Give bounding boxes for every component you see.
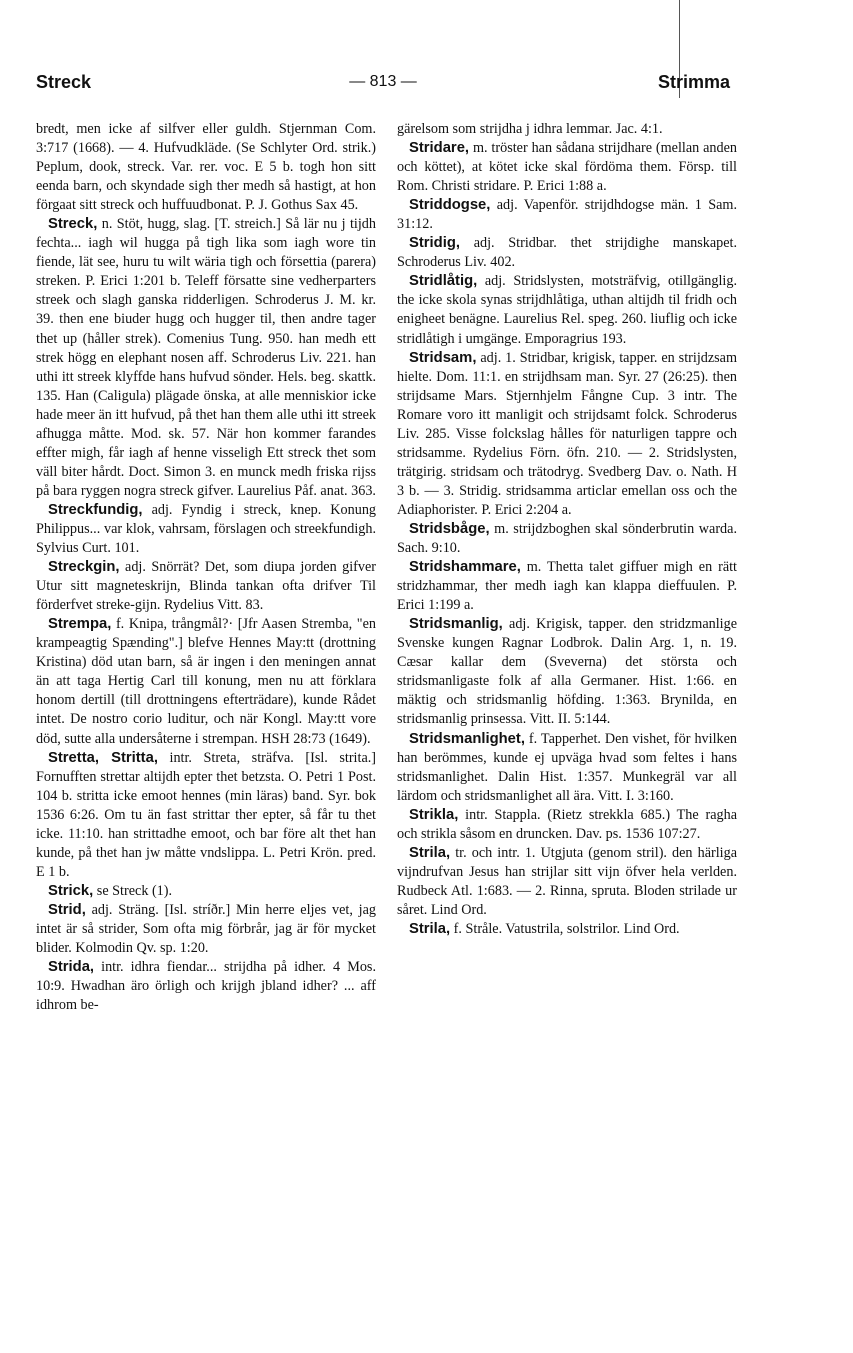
entry-text: intr. idhra fiendar... strijdha på idher. 4 Mos. 10:9. Hwadhan äro örligh och krijgh jbland idher? ... aff idhrom be- — [36, 959, 376, 1014]
entry-text: adj. Stridbar. thet strijdighe manskapet. Schroderus Liv. 402. — [397, 235, 737, 271]
entry-text: adj. Vapenför. strijdhdogse män. 1 Sam. 31:12. — [397, 197, 738, 233]
entry — [397, 806, 737, 844]
entry-text: f. Stråle. Vatustrila, solstrilor. Lind Ord. — [453, 920, 680, 937]
headword: Stridare, — [409, 140, 470, 157]
headword: Strid, — [48, 901, 86, 918]
entry-text: se Streck (1). — [96, 882, 173, 899]
entry — [397, 844, 737, 920]
entry-text: adj. Sträng. [Isl. stríðr.] Min herre eljes vet, jag intet är så strider, Som ofta mig förbrår, jag är för mycket blider. Kolmodin Qv. sp. 1:20. — [36, 901, 376, 957]
entry — [397, 272, 737, 348]
header-left-word: Streck — [36, 72, 92, 92]
headword: Stridig, — [409, 235, 460, 252]
entry-text: adj. 1. Stridbar, krigisk, tapper. en strijdzsam hielte. Dom. 11:1. en strijdhsam man. Syr. 27 (26:25). then strijdsame Mars. Stjernhjelm Fångne Cup. 3 intr. The Romare voro itt manligit och strijdsamt folck. Schroderus Liv. 285. Visse folckslag hålles för naturligen tappre och stridsamme. Rydelius Förn. öfn. 210. — 2. Stridslysten, trätgirig. stridsam och trätodryg. Svedberg Dav. o. Nath. H 3 b. — 3. Stridig. stridsamma articlar emellan oss och the Adiaphorister. P. Erici 2:204 a. — [397, 349, 738, 518]
entry-text: m. strijdzboghen skal sönderbrutin warda. Sach. 9:10. — [397, 520, 737, 557]
entry-continuation: gärelsom som strijdha j idhra lemmar. Jac. 4:1. — [397, 121, 663, 137]
entry — [36, 749, 376, 882]
entry-text: m. tröster han sådana strijdhare (mellan anden och köttet), at kötet icke skal fördöma them. Försp. till Rom. Christi stridare. P. Erici 1:88 a. — [397, 140, 738, 195]
header-right-word: Strimma — [657, 72, 730, 92]
headword: Streckfundig, — [48, 501, 143, 518]
entry-text: adj. Krigisk, tapper. den stridzmanlige Svenske kungen Ragnar Lodbrok. Dalin Arg. 1, n. 19. Cæsar kallar dem (Sveverna) det största och stridsmanligaste folk af alla Germaner. Hist. 1:66. en mäktig och stridsmanlig höfding. 1:363. Brynilda, en stridsmanlig prinsessa. Vitt. II. 5:144. — [397, 616, 738, 728]
headword: Striddogse, — [409, 197, 491, 214]
entry — [397, 920, 737, 939]
entry — [36, 558, 376, 615]
headword: Strila, — [409, 920, 451, 937]
entry-text: adj. Snörrät? Det, som diupa jorden gifver Utur sitt magneteskrijn, Blinda tankan ofta drifver Til förderfvet streke-gijn. Rydelius Vitt. 83. — [36, 559, 377, 614]
headword: Stridsmanlig, — [409, 616, 503, 633]
headword: Stridsbåge, — [409, 520, 490, 537]
entry — [397, 615, 737, 729]
entry — [36, 501, 376, 558]
entry — [397, 349, 737, 520]
headword: Stridsmanlighet, — [409, 730, 525, 747]
entry-text: m. Thetta talet giffuer migh en rätt stridzhammar, ther medh iagh kan klappa dieffuulen. P. Erici 1:199 a. — [397, 559, 738, 614]
entry — [397, 730, 737, 806]
entry — [397, 234, 737, 272]
headword: Strikla, — [409, 806, 459, 823]
entry — [397, 196, 737, 234]
entry-text: f. Knipa, trångmål?· [Jfr Aasen Stremba, "en krampeagtig Spænding".] blefve Hennes May:tt (drottning Kristina) död utan barn, så är ingen i den meningen annat än att taga Hertig Carl till konung, men nu att förklara honom dertill (till drottningens efterträdare), kunde Rådet intet. De nostro corio luditur, och när Kongl. May:tt vore död, sutte alla undersåterne i strempan. HSH 28:73 (1649). — [36, 616, 376, 747]
entry — [36, 615, 376, 748]
headword: Streck, — [48, 216, 98, 233]
headword: Stridlåtig, — [409, 273, 478, 290]
headword: Streckgin, — [48, 559, 120, 576]
entry-text: tr. och intr. 1. Utgjuta (genom stril). den härliga vijndrufvan Jesus han strijlar sitt vijn öfver hela verlden. Rudbeck Atl. 1:683. — 2. Rinna, spruta. Bloden strilade ur såret. Lind Ord. — [397, 844, 738, 918]
entry-text: adj. Fyndig i streck, knep. Konung Philippus... var klok, vahrsam, förslagen och streekfundigh. Sylvius Curt. 101. — [36, 501, 377, 557]
running-header — [36, 72, 730, 98]
right-column — [397, 120, 737, 939]
headword: Strick, — [48, 882, 94, 899]
entry-text: intr. Streta, sträfva. [Isl. strita.] Fornufften strettar altijdh epter thet betzsta. O. Petri 1 Post. 104 b. stritta icke emoot hennes (min läras) band. Syr. bok 1536 6:26. Om tu än fast strittar ther epter, så får tu thet icke. 11:10. han strittadhe emoot, och bar före alt thet han kunde, på thet han jw måtte vndslippa. L. Petri Krön. pred. E 1 b. — [36, 749, 377, 880]
headword: Strempa, — [48, 616, 112, 633]
entry — [397, 520, 737, 558]
headword: Stridshammare, — [409, 559, 521, 576]
headword: Stridsam, — [409, 349, 477, 366]
headword: Stretta, Stritta, — [48, 749, 158, 766]
page-number: — 813 — — [349, 73, 417, 90]
entry — [36, 958, 376, 1015]
entry — [36, 901, 376, 958]
entry — [397, 139, 737, 196]
entry — [397, 558, 737, 615]
entry — [36, 215, 376, 501]
entry-text: n. Stöt, hugg, slag. [T. streich.] Så lär nu j tijdh fechta... iagh wil hugga på tigh lika som iagh wore tin fiende, lät see, huru tu wilt wäria tigh och försettia (parera) streken. P. Erici 1:201 b. Teleff försatte sine vedherparters streek och slagh ganska ridderligen. Schroderus J. M. kr. 39. then ene biuder hugg och hugger til, then andre tager thet up (håller strek). Comenius Tung. 950. han medh ett strek högg en elephant nosen aff. Schroderus Liv. 221. han uthi itt streek klyffde hans hufvud sönder. Hels. beg. skattk. 135. Han (Caligula) plägade önska, at alle menniskior icke hade meer än itt hufvud, på thet han them alle uthi itt streek afhugga måtte. Mod. sk. 57. När hon kommer farandes effter migh, får iagh af henne visseligh Ett streck thet som väll biter hårdt. Doct. Simon 3. en munck medh friska rijss på bara ryggen nogra streck gifver. Laurelius Påf. anat. 363. — [36, 216, 376, 499]
left-column — [36, 120, 376, 1015]
headword: Strila, — [409, 844, 451, 861]
entry-text: intr. Stappla. (Rietz strekkla 685.) The ragha och strikla såsom en druncken. Dav. ps. 1536 107:27. — [397, 806, 737, 842]
headword: Strida, — [48, 959, 95, 976]
entry — [36, 882, 376, 901]
entry-continuation: bredt, men icke af silfver eller guldh. Stjernman Com. 3:717 (1668). — 4. Hufvudkläde. (Se Schlyter Ord. strik.) Peplum, dook, streck. Var. rer. voc. E 5 b. togh hon sitt eenda barn, och skyndade sigh ther medh så hastigt, at hon förgaat sitt streck och huffuudbonat. P. J. Gothus Sax 45. — [36, 121, 376, 214]
entry-text: adj. Stridslysten, motsträfvig, otillgänglig. the icke skola synas strijdhlåtiga, uthan altijdh til fridh och enigheet benägne. Laurelius Rel. speg. 260. liuflig och icke stridlåtigh i umgänge. Emporagrius 193. — [397, 273, 737, 347]
entry-text: f. Tapperhet. Den vishet, för hvilken han berömmes, kunde ej upväga hvad som feltes i hans stridsmanlighet. Dalin Hist. 1:357. Munkegräl var all lärdom och stridsmanlighet all ära. Vitt. I. 3:160. — [397, 730, 737, 804]
